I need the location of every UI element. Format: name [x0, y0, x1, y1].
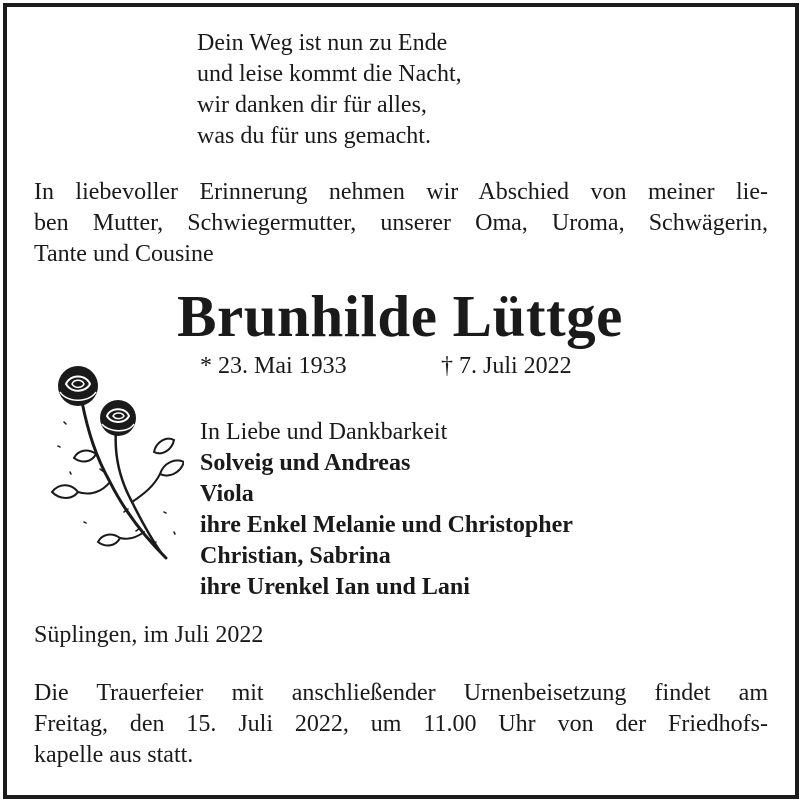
mourner-name: ihre Urenkel Ian und Lani — [200, 574, 470, 600]
roses-icon — [44, 362, 184, 577]
intro-line: In liebevoller Erinnerung nehmen wir Abschied von meiner lie- — [34, 179, 768, 205]
mourners-heading: In Liebe und Dankbarkeit — [200, 419, 448, 445]
intro-text — [34, 177, 768, 270]
service-line: Die Trauerfeier mit anschließender Urnenbeisetzung findet am — [34, 680, 768, 706]
intro-line: Tante und Cousine — [34, 241, 214, 267]
mourner-name: ihre Enkel Melanie und Christopher — [200, 512, 573, 538]
poem — [197, 28, 462, 152]
service-line: Freitag, den 15. Juli 2022, um 11.00 Uhr von der Friedhofs- — [34, 711, 768, 737]
birth-date: * 23. Mai 1933 — [200, 353, 347, 379]
place-date: Süplingen, im Juli 2022 — [34, 622, 264, 648]
deceased-name: Brunhilde Lüttge — [177, 283, 623, 349]
mourners-list — [200, 417, 573, 603]
poem-line: was du für uns gemacht. — [197, 123, 431, 149]
poem-line: wir danken dir für alles, — [197, 92, 427, 118]
mourner-name: Viola — [200, 481, 254, 507]
service-line: kapelle aus statt. — [34, 742, 194, 768]
death-date: † 7. Juli 2022 — [441, 353, 572, 379]
poem-line: Dein Weg ist nun zu Ende — [197, 30, 448, 56]
intro-line: ben Mutter, Schwiegermutter, unserer Oma, Uroma, Schwägerin, — [34, 210, 768, 236]
service-notice — [34, 678, 768, 771]
mourner-name: Solveig und Andreas — [200, 450, 411, 476]
poem-line: und leise kommt die Nacht, — [197, 61, 462, 87]
mourner-name: Christian, Sabrina — [200, 543, 391, 569]
